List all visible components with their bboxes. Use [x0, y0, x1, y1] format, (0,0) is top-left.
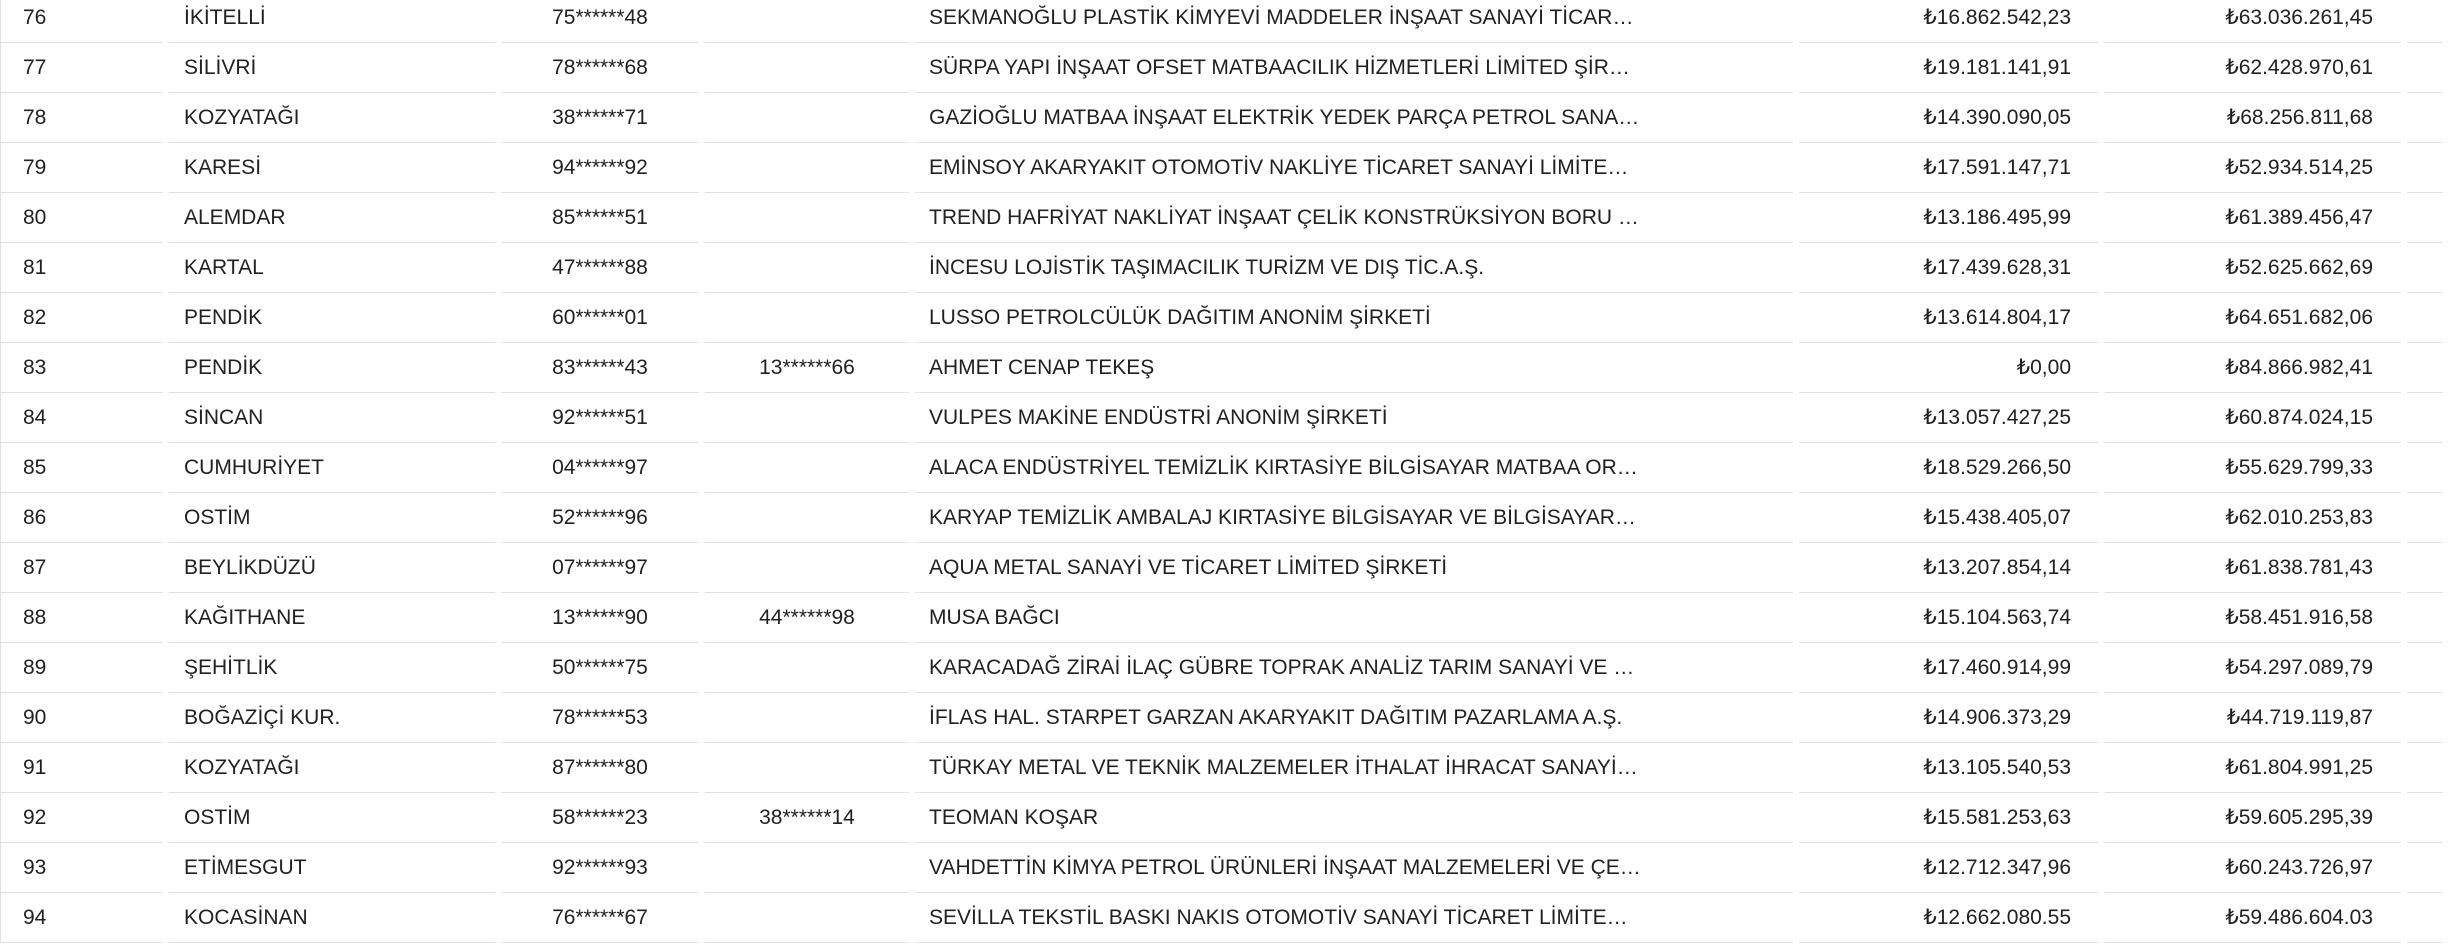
tax-id-cell: 58******23: [501, 793, 699, 843]
row-number-cell: 88: [1, 593, 163, 643]
tax-office-cell: ETİMESGUT: [169, 843, 495, 893]
amount-2-cell: ₺61.838.781,43: [2105, 543, 2401, 593]
tax-id-cell: 92******51: [501, 393, 699, 443]
taxpayer-name-cell: SEVİLLA TEKSTİL BASKI NAKIS OTOMOTİV SANAYİ TİCARET LİMİTE…: [915, 893, 1793, 943]
taxpayer-name-cell: AQUA METAL SANAYİ VE TİCARET LİMİTED ŞİRKETİ: [915, 543, 1793, 593]
spacer-cell: [2407, 143, 2443, 193]
amount-1-cell: ₺13.207.854,14: [1799, 543, 2099, 593]
amount-2-cell: ₺54.297.089,79: [2105, 643, 2401, 693]
row-number-cell: 76: [1, 0, 163, 43]
amount-1-cell: ₺14.906.373,29: [1799, 693, 2099, 743]
amount-2-cell: ₺61.804.991,25: [2105, 743, 2401, 793]
amount-2-cell: ₺59.486.604.03: [2105, 893, 2401, 943]
second-id-cell: [705, 693, 909, 743]
table-row: [0, 393, 2448, 443]
row-number-cell: 87: [1, 543, 163, 593]
amount-2-cell: ₺61.389.456,47: [2105, 193, 2401, 243]
tax-id-cell: 60******01: [501, 293, 699, 343]
spacer-cell: [2407, 493, 2443, 543]
amount-1-cell: ₺12.662.080.55: [1799, 893, 2099, 943]
row-number-cell: 79: [1, 143, 163, 193]
table-row: [0, 793, 2448, 843]
table-row: [0, 243, 2448, 293]
tax-id-cell: 52******96: [501, 493, 699, 543]
table-row: [0, 143, 2448, 193]
tax-office-cell: SİLİVRİ: [169, 43, 495, 93]
table-row: [0, 643, 2448, 693]
spacer-cell: [2407, 243, 2443, 293]
amount-1-cell: ₺19.181.141,91: [1799, 43, 2099, 93]
spacer-cell: [2407, 393, 2443, 443]
taxpayer-name-cell: TEOMAN KOŞAR: [915, 793, 1793, 843]
second-id-cell: [705, 893, 909, 943]
taxpayer-name-cell: MUSA BAĞCI: [915, 593, 1793, 643]
row-number-cell: 86: [1, 493, 163, 543]
tax-id-cell: 04******97: [501, 443, 699, 493]
amount-2-cell: ₺60.874.024,15: [2105, 393, 2401, 443]
row-number-cell: 82: [1, 293, 163, 343]
tax-id-cell: 94******92: [501, 143, 699, 193]
spacer-cell: [2407, 843, 2443, 893]
amount-2-cell: ₺68.256.811,68: [2105, 93, 2401, 143]
taxpayer-name-cell: KARYAP TEMİZLİK AMBALAJ KIRTASİYE BİLGİSAYAR VE BİLGİSAYAR…: [915, 493, 1793, 543]
tax-id-cell: 75******48: [501, 0, 699, 43]
tax-office-cell: KARTAL: [169, 243, 495, 293]
second-id-cell: [705, 243, 909, 293]
taxpayer-name-cell: SÜRPA YAPI İNŞAAT OFSET MATBAACILIK HİZMETLERİ LİMİTED ŞİR…: [915, 43, 1793, 93]
tax-office-cell: KAĞITHANE: [169, 593, 495, 643]
amount-2-cell: ₺64.651.682,06: [2105, 293, 2401, 343]
row-number-cell: 93: [1, 843, 163, 893]
taxpayer-name-cell: VULPES MAKİNE ENDÜSTRİ ANONİM ŞİRKETİ: [915, 393, 1793, 443]
tax-office-cell: OSTİM: [169, 493, 495, 543]
spacer-cell: [2407, 593, 2443, 643]
spacer-cell: [2407, 93, 2443, 143]
table-row: [0, 293, 2448, 343]
tax-id-cell: 38******71: [501, 93, 699, 143]
row-number-cell: 81: [1, 243, 163, 293]
tax-office-cell: ALEMDAR: [169, 193, 495, 243]
tax-id-cell: 92******93: [501, 843, 699, 893]
amount-2-cell: ₺62.010.253,83: [2105, 493, 2401, 543]
tax-id-cell: 85******51: [501, 193, 699, 243]
table-row: [0, 743, 2448, 793]
spacer-cell: [2407, 643, 2443, 693]
table-row: [0, 493, 2448, 543]
amount-2-cell: ₺55.629.799,33: [2105, 443, 2401, 493]
tax-id-cell: 78******53: [501, 693, 699, 743]
taxpayer-name-cell: TREND HAFRİYAT NAKLİYAT İNŞAAT ÇELİK KONSTRÜKSİYON BORU …: [915, 193, 1793, 243]
table-row: [0, 43, 2448, 93]
spacer-cell: [2407, 743, 2443, 793]
taxpayer-name-cell: VAHDETTİN KİMYA PETROL ÜRÜNLERİ İNŞAAT MALZEMELERİ VE ÇE…: [915, 843, 1793, 893]
spacer-cell: [2407, 893, 2443, 943]
tax-office-cell: PENDİK: [169, 343, 495, 393]
tax-office-cell: ŞEHİTLİK: [169, 643, 495, 693]
table-row: [0, 193, 2448, 243]
tax-office-cell: OSTİM: [169, 793, 495, 843]
amount-1-cell: ₺13.186.495,99: [1799, 193, 2099, 243]
second-id-cell: 44******98: [705, 593, 909, 643]
amount-2-cell: ₺52.934.514,25: [2105, 143, 2401, 193]
tax-office-cell: KOZYATAĞI: [169, 743, 495, 793]
tax-office-cell: BEYLİKDÜZÜ: [169, 543, 495, 593]
second-id-cell: [705, 293, 909, 343]
table-row: [0, 843, 2448, 893]
amount-1-cell: ₺12.712.347,96: [1799, 843, 2099, 893]
second-id-cell: [705, 143, 909, 193]
row-number-cell: 85: [1, 443, 163, 493]
row-number-cell: 92: [1, 793, 163, 843]
tax-office-cell: İKİTELLİ: [169, 0, 495, 43]
tax-id-cell: 87******80: [501, 743, 699, 793]
second-id-cell: [705, 93, 909, 143]
spacer-cell: [2407, 693, 2443, 743]
second-id-cell: [705, 393, 909, 443]
second-id-cell: [705, 443, 909, 493]
row-number-cell: 83: [1, 343, 163, 393]
second-id-cell: [705, 0, 909, 43]
tax-office-cell: KOZYATAĞI: [169, 93, 495, 143]
tax-id-cell: 50******75: [501, 643, 699, 693]
amount-1-cell: ₺17.591.147,71: [1799, 143, 2099, 193]
taxpayer-name-cell: İNCESU LOJİSTİK TAŞIMACILIK TURİZM VE DIŞ TİC.A.Ş.: [915, 243, 1793, 293]
amount-1-cell: ₺15.438.405,07: [1799, 493, 2099, 543]
spacer-cell: [2407, 43, 2443, 93]
taxpayer-name-cell: TÜRKAY METAL VE TEKNİK MALZEMELER İTHALAT İHRACAT SANAYİ…: [915, 743, 1793, 793]
tax-id-cell: 83******43: [501, 343, 699, 393]
row-number-cell: 80: [1, 193, 163, 243]
spacer-cell: [2407, 343, 2443, 393]
taxpayer-name-cell: İFLAS HAL. STARPET GARZAN AKARYAKIT DAĞITIM PAZARLAMA A.Ş.: [915, 693, 1793, 743]
taxpayer-name-cell: SEKMANOĞLU PLASTİK KİMYEVİ MADDELER İNŞAAT SANAYİ TİCAR…: [915, 0, 1793, 43]
tax-id-cell: 78******68: [501, 43, 699, 93]
taxpayer-name-cell: AHMET CENAP TEKEŞ: [915, 343, 1793, 393]
second-id-cell: [705, 493, 909, 543]
table-row: [0, 0, 2448, 43]
tax-id-cell: 07******97: [501, 543, 699, 593]
amount-1-cell: ₺14.390.090,05: [1799, 93, 2099, 143]
second-id-cell: 13******66: [705, 343, 909, 393]
tax-office-cell: BOĞAZİÇİ KUR.: [169, 693, 495, 743]
row-number-cell: 77: [1, 43, 163, 93]
taxpayer-name-cell: GAZİOĞLU MATBAA İNŞAAT ELEKTRİK YEDEK PARÇA PETROL SANA…: [915, 93, 1793, 143]
amount-2-cell: ₺60.243.726,97: [2105, 843, 2401, 893]
taxpayer-name-cell: EMİNSOY AKARYAKIT OTOMOTİV NAKLİYE TİCARET SANAYİ LİMİTE…: [915, 143, 1793, 193]
tax-id-cell: 47******88: [501, 243, 699, 293]
amount-2-cell: ₺58.451.916,58: [2105, 593, 2401, 643]
taxpayer-name-cell: LUSSO PETROLCÜLÜK DAĞITIM ANONİM ŞİRKETİ: [915, 293, 1793, 343]
second-id-cell: [705, 643, 909, 693]
second-id-cell: [705, 193, 909, 243]
row-number-cell: 89: [1, 643, 163, 693]
row-number-cell: 94: [1, 893, 163, 943]
amount-2-cell: ₺52.625.662,69: [2105, 243, 2401, 293]
second-id-cell: [705, 843, 909, 893]
amount-1-cell: ₺16.862.542,23: [1799, 0, 2099, 43]
tax-office-cell: SİNCAN: [169, 393, 495, 443]
table-row: [0, 443, 2448, 493]
amount-1-cell: ₺13.057.427,25: [1799, 393, 2099, 443]
spacer-cell: [2407, 293, 2443, 343]
amount-2-cell: ₺84.866.982,41: [2105, 343, 2401, 393]
amount-1-cell: ₺13.105.540,53: [1799, 743, 2099, 793]
tax-id-cell: 13******90: [501, 593, 699, 643]
amount-2-cell: ₺63.036.261,45: [2105, 0, 2401, 43]
row-number-cell: 90: [1, 693, 163, 743]
amount-1-cell: ₺0,00: [1799, 343, 2099, 393]
amount-2-cell: ₺44.719.119,87: [2105, 693, 2401, 743]
second-id-cell: [705, 43, 909, 93]
spacer-cell: [2407, 0, 2443, 43]
tax-id-cell: 76******67: [501, 893, 699, 943]
taxpayer-name-cell: KARACADAĞ ZİRAİ İLAÇ GÜBRE TOPRAK ANALİZ TARIM SANAYİ VE …: [915, 643, 1793, 693]
second-id-cell: [705, 543, 909, 593]
table-row: [0, 893, 2448, 943]
second-id-cell: [705, 743, 909, 793]
table-row: [0, 343, 2448, 393]
table-row: [0, 93, 2448, 143]
table-row: [0, 693, 2448, 743]
tax-office-cell: KOCASİNAN: [169, 893, 495, 943]
tax-office-cell: KARESİ: [169, 143, 495, 193]
amount-1-cell: ₺15.104.563,74: [1799, 593, 2099, 643]
amount-2-cell: ₺59.605.295,39: [2105, 793, 2401, 843]
row-number-cell: 91: [1, 743, 163, 793]
table-row: [0, 543, 2448, 593]
taxpayer-name-cell: ALACA ENDÜSTRİYEL TEMİZLİK KIRTASİYE BİLGİSAYAR MATBAA OR…: [915, 443, 1793, 493]
amount-1-cell: ₺13.614.804,17: [1799, 293, 2099, 343]
amount-1-cell: ₺15.581.253,63: [1799, 793, 2099, 843]
amount-1-cell: ₺17.460.914,99: [1799, 643, 2099, 693]
spacer-cell: [2407, 193, 2443, 243]
amount-2-cell: ₺62.428.970,61: [2105, 43, 2401, 93]
row-number-cell: 84: [1, 393, 163, 443]
amount-1-cell: ₺17.439.628,31: [1799, 243, 2099, 293]
spacer-cell: [2407, 443, 2443, 493]
table-row: [0, 593, 2448, 643]
amount-1-cell: ₺18.529.266,50: [1799, 443, 2099, 493]
spacer-cell: [2407, 543, 2443, 593]
tax-office-cell: PENDİK: [169, 293, 495, 343]
second-id-cell: 38******14: [705, 793, 909, 843]
spacer-cell: [2407, 793, 2443, 843]
row-number-cell: 78: [1, 93, 163, 143]
tax-office-cell: CUMHURİYET: [169, 443, 495, 493]
